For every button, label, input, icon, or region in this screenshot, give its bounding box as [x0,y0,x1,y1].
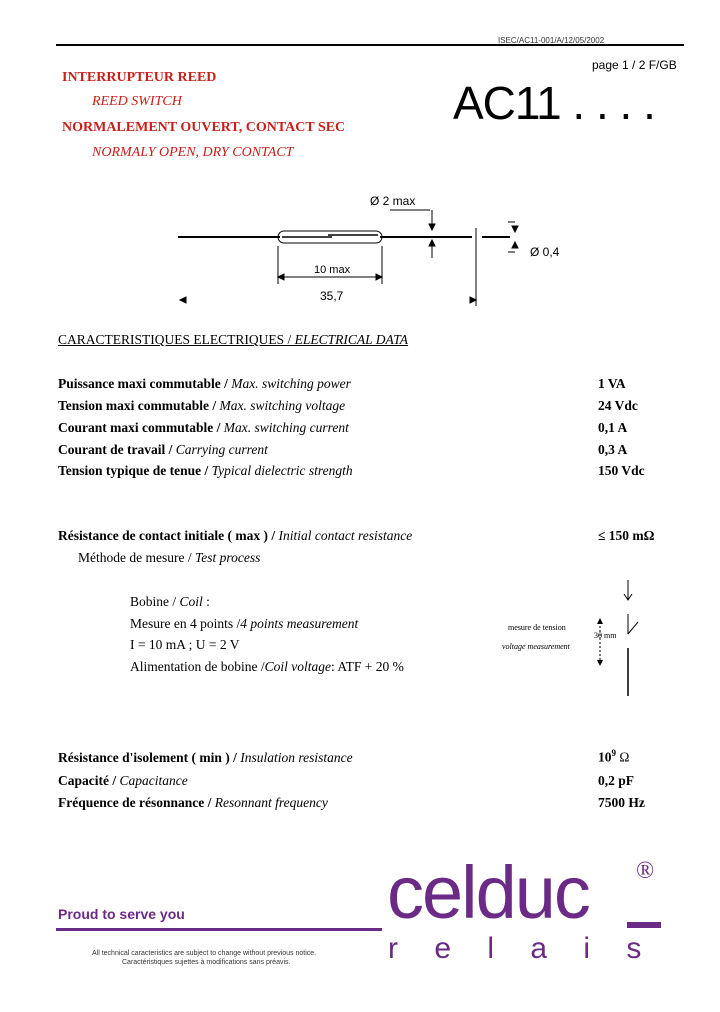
spec-row: Résistance d'isolement ( min ) / Insulation resistance [58,750,353,765]
section-title [58,332,408,348]
spec-row: Tension maxi commutable / Max. switching voltage [58,398,346,413]
subtitle-fr: NORMALEMENT OUVERT, CONTACT SEC [62,120,346,135]
diagram-label-en: voltage measurement [502,642,570,651]
spec-row: Fréquence de résonnance / Resonnant frequency [58,795,328,810]
spec-row: Puissance maxi commutable / Max. switching power [58,376,351,391]
footer-rule-left [56,928,382,931]
wire-diameter-label: Ø 0,4 [530,245,560,259]
subtitle-en: NORMALY OPEN, DRY CONTACT [92,145,294,160]
spec-value: 0,2 pF [598,773,635,788]
disclaimer-en: All technical caracteristics are subject to change without previous notice. [92,950,317,957]
brand-relais: r e l a i s [388,932,656,965]
spec-value: 150 Vdc [598,463,645,478]
section-title-en: ELECTRICAL DATA [294,332,409,347]
model-number: AC11 . . . . [453,77,655,129]
doc-reference: ISEC/AC11-001/A/12/05/2002 [498,36,605,45]
diagram-label-fr: mesure de tension [508,623,566,632]
spec-value: $10^9$ Ω [598,748,630,765]
spec-value: 7500 Hz [598,795,645,810]
total-length-label: 35,7 [320,289,344,303]
page-number: page 1 / 2 F/GB [592,58,677,72]
spec-row: Tension typique de tenue / Typical dielectric strength [58,463,353,478]
title-en: REED SWITCH [92,94,182,109]
section-title-fr: CARACTERISTIQUES ELECTRIQUES / [58,332,295,347]
coil-label: Bobine / Coil : [130,594,210,609]
spec-value: 1 VA [598,376,626,391]
contact-resistance-value: ≤ 150 mΩ [598,528,655,543]
test-process-row: Méthode de mesure / Test process [78,550,261,565]
registered-mark: ® [636,858,655,884]
brand-underline [627,922,661,928]
coil-measure: Mesure en 4 points /4 points measurement [130,616,359,631]
spec-value: 0,3 A [598,442,628,457]
diagram-distance: 30 mm [594,631,617,640]
brand-logo: celduc [387,851,589,934]
diameter-max-label: Ø 2 max [370,194,416,208]
spec-value: 0,1 A [598,420,628,435]
coil-conditions: I = 10 mA ; U = 2 V [130,637,240,652]
slogan: Proud to serve you [58,906,185,922]
contact-resistance-row: Résistance de contact initiale ( max ) / Initial contact resistance [58,528,413,543]
spec-row: Capacité / Capacitance [58,773,188,788]
glass-length-label: 10 max [314,264,351,276]
spec-value: 24 Vdc [598,398,638,413]
spec-row: Courant de travail / Carrying current [58,442,268,457]
spec-row: Courant maxi commutable / Max. switching current [58,420,349,435]
title-fr: INTERRUPTEUR REED [62,70,217,85]
coil-supply: Alimentation de bobine /Coil voltage: ATF + 20 % [130,659,404,674]
disclaimer-fr: Caractéristiques sujettes à modifications sans préavis. [122,959,291,966]
